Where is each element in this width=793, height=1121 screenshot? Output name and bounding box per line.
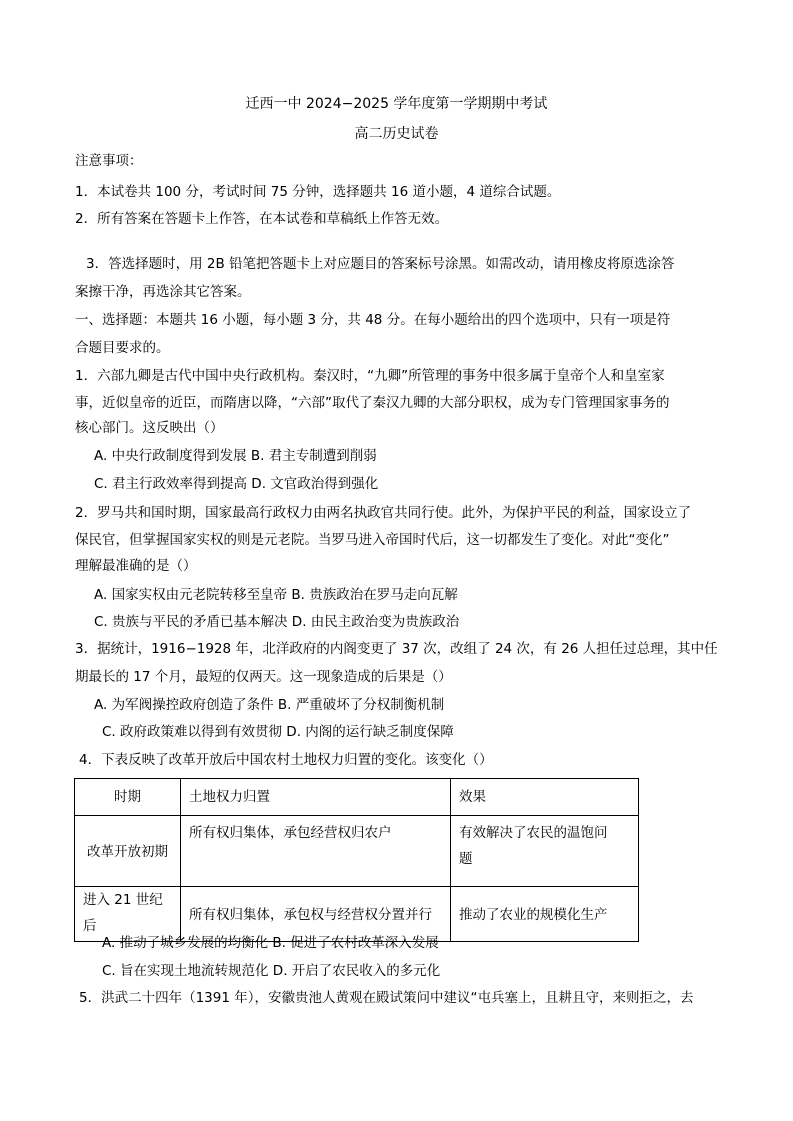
section-instruction: 一、选择题：本题共 16 小题，每小题 3 分，共 48 分。在每小题给出的四个选项中，只有一项是符 <box>75 312 671 328</box>
table-cell-line: 有效解决了农民的温饱问 <box>459 825 608 841</box>
question-1-text: 事，近似皇帝的近臣，而隋唐以降，“六部”取代了秦汉九卿的大部分职权，成为专门管理国家事务的 <box>75 395 670 411</box>
table-row <box>75 816 639 887</box>
question-3-text: 期最长的 17 个月，最短的仅两天。这一现象造成的后果是（） <box>75 669 452 685</box>
question-3-options: A. 为军阀操控政府创造了条件 B. 严重破坏了分权制衡机制 <box>94 697 445 713</box>
table-cell: 推动了农业的规模化生产 <box>451 887 639 942</box>
table-cell: 改革开放初期 <box>75 816 181 887</box>
question-2-options: C. 贵族与平民的矛盾已基本解决 D. 由民主政治变为贵族政治 <box>94 614 460 630</box>
question-4-options: A. 推动了城乡发展的均衡化 B. 促进了农村改革深入发展 <box>102 935 439 951</box>
question-2-text: 2．罗马共和国时期，国家最高行政权力由两名执政官共同行使。此外，为保护平民的利益，国家设立了 <box>75 505 692 521</box>
question-3-options: C. 政府政策难以得到有效贯彻 D. 内阁的运行缺乏制度保障 <box>102 724 454 740</box>
question-2-options: A. 国家实权由元老院转移至皇帝 B. 贵族政治在罗马走向瓦解 <box>94 587 458 603</box>
note-item: 2．所有答案在答题卡上作答，在本试卷和草稿纸上作答无效。 <box>75 211 449 227</box>
section-instruction: 合题目要求的。 <box>75 340 170 356</box>
table-cell: 所有权归集体，承包经营权归农户 <box>181 816 451 887</box>
table-cell: 进入 21 世纪后 <box>75 887 181 942</box>
table-header-cell: 效果 <box>451 779 639 816</box>
table-cell <box>451 816 639 887</box>
exam-title: 迁西一中 2024−2025 学年度第一学期期中考试 <box>245 96 548 112</box>
question-3-text: 3．据统计，1916−1928 年，北洋政府的内阁变更了 37 次，改组了 24 次，有 26 人担任过总理，其中任 <box>75 641 718 657</box>
note-item: 1．本试卷共 100 分，考试时间 75 分钟，选择题共 16 道小题，4 道综合试题。 <box>75 184 561 200</box>
table-header-row <box>75 779 639 816</box>
question-1-text: 1．六部九卿是古代中国中央行政机构。秦汉时，“九卿”所管理的事务中很多属于皇帝个人和皇室家 <box>75 368 665 384</box>
question-2-text: 理解最准确的是（） <box>75 558 197 574</box>
exam-subtitle: 高二历史试卷 <box>354 126 439 142</box>
note-item: 3．答选择题时，用 2B 铅笔把答题卡上对应题目的答案标号涂黑。如需改动，请用橡皮将原选涂答 <box>86 256 675 272</box>
question-1-options: A. 中央行政制度得到发展 B. 君主专制遭到削弱 <box>94 448 377 464</box>
question-4-text: 4．下表反映了改革开放后中国农村土地权力归置的变化。该变化（） <box>79 752 493 768</box>
table-cell: 所有权归集体，承包权与经营权分置并行 <box>181 887 451 942</box>
table-header-cell: 土地权力归置 <box>181 779 451 816</box>
table-header-cell: 时期 <box>75 779 181 816</box>
question-1-options: C. 君主行政效率得到提高 D. 文官政治得到强化 <box>94 476 379 492</box>
question-1-text: 核心部门。这反映出（） <box>75 420 224 436</box>
question-2-text: 保民官，但掌握国家实权的则是元老院。当罗马进入帝国时代后，这一切都发生了变化。对此“变化” <box>75 532 670 548</box>
question-4-options: C. 旨在实现土地流转规范化 D. 开启了农民收入的多元化 <box>102 963 441 979</box>
land-rights-table <box>74 778 639 942</box>
question-5-text: 5．洪武二十四年（1391 年），安徽贵池人黄观在殿试策问中建议“屯兵塞上，且耕且守，来则拒之，去 <box>79 990 694 1006</box>
note-item: 案擦干净，再选涂其它答案。 <box>75 284 251 300</box>
table-cell-line: 题 <box>459 851 473 867</box>
notes-heading: 注意事项： <box>75 153 143 169</box>
